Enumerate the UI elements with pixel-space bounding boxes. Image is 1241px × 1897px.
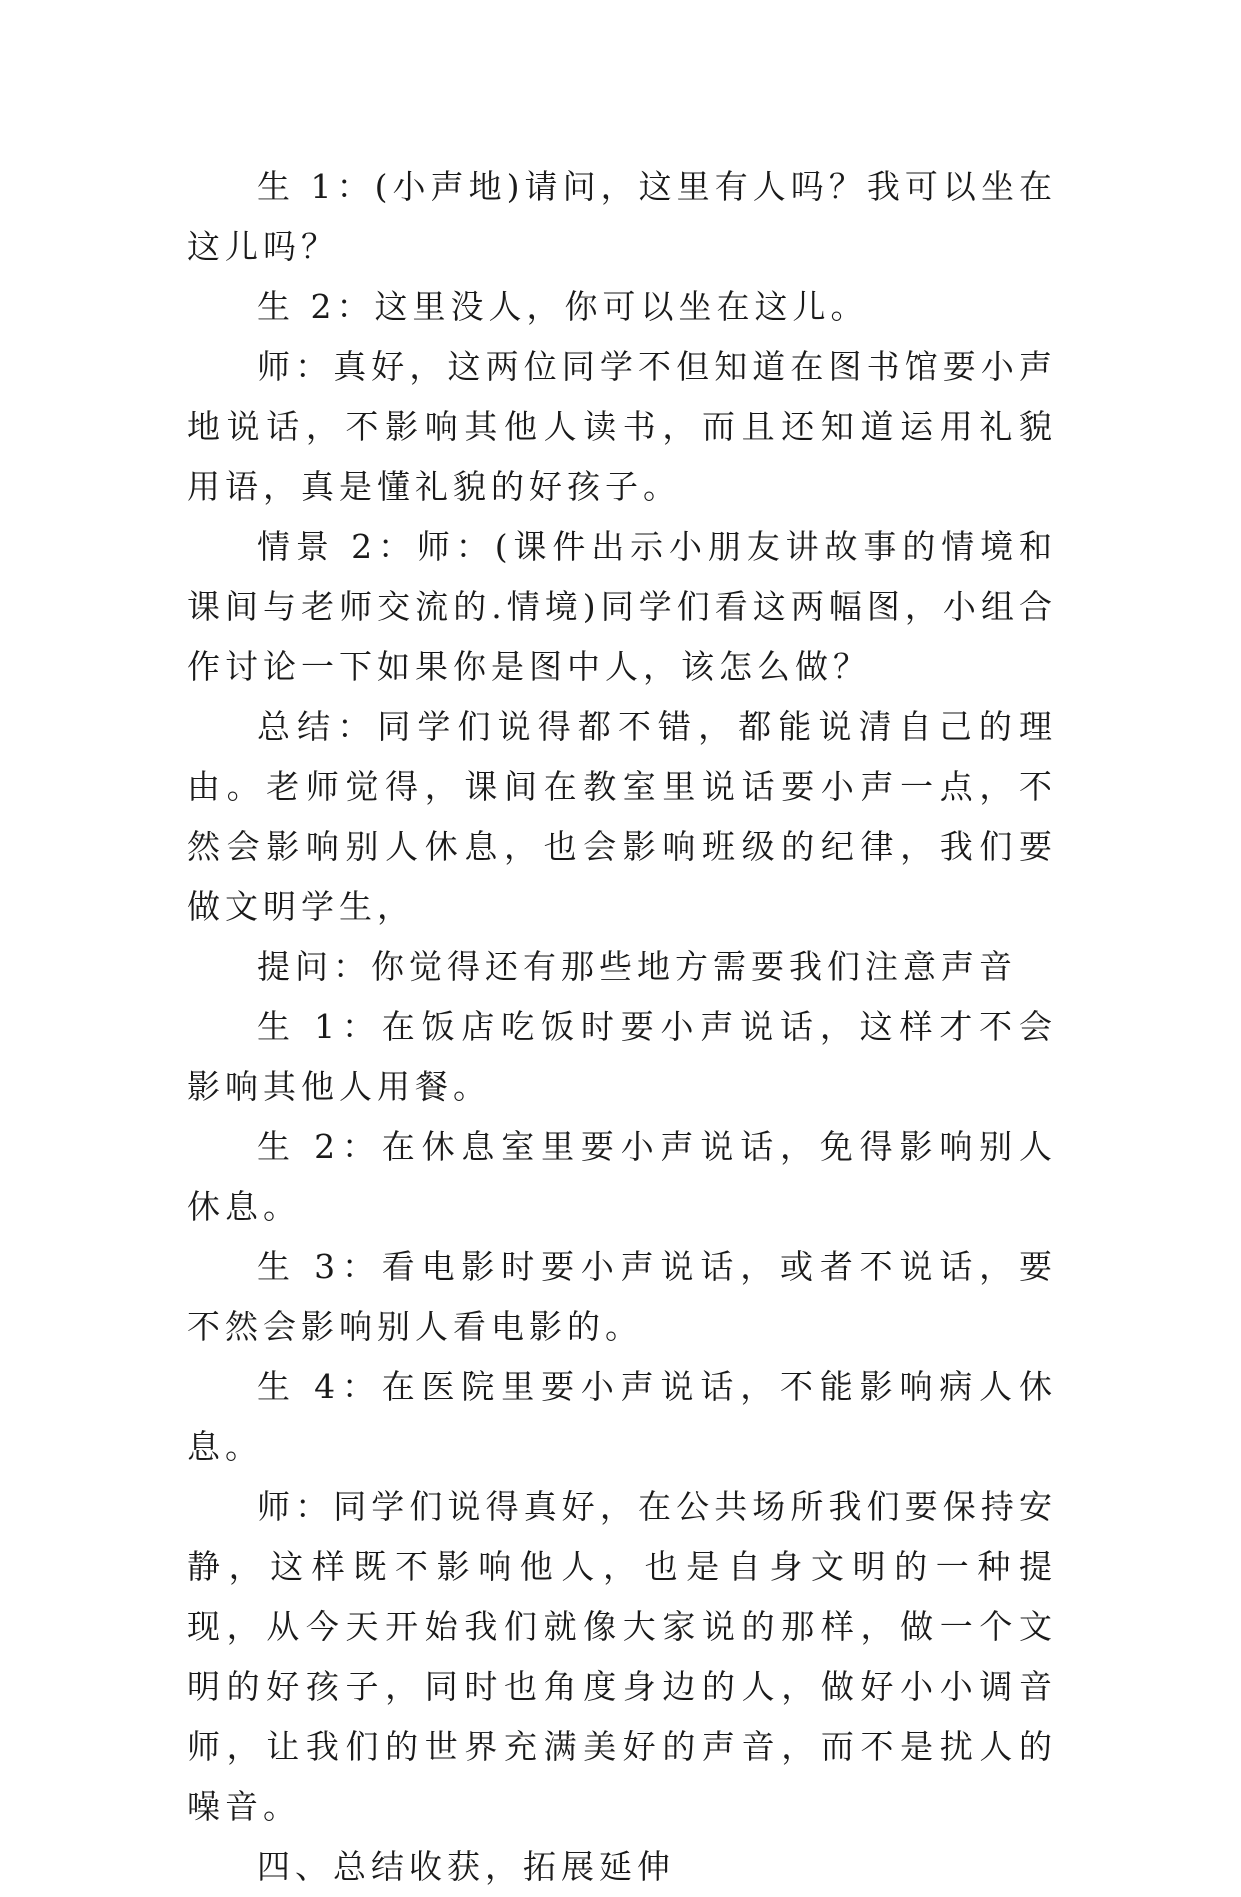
paragraph-question: 提问：你觉得还有那些地方需要我们注意声音 xyxy=(257,947,1017,986)
section-heading-4: 四、总结收获，拓展延伸 xyxy=(257,1847,675,1886)
paragraph-scenario-2: 情景 2：师：(课件出示小朋友讲故事的情境和课间与老师交流的.情境)同学们看这两幅图，小组合作讨论一下如果你是图中人，该怎么做？ xyxy=(187,527,1057,686)
paragraph-student-1-restaurant: 生 1：在饭店吃饭时要小声说话，这样才不会影响其他人用餐。 xyxy=(187,1007,1057,1106)
document-body xyxy=(187,157,1057,1897)
paragraph-summary: 总结：同学们说得都不错，都能说清自己的理由。老师觉得，课间在教室里说话要小声一点，不然会影响别人休息，也会影响班级的纪律，我们要做文明学生， xyxy=(187,707,1057,926)
paragraph-student-2-lounge: 生 2：在休息室里要小声说话，免得影响别人休息。 xyxy=(187,1127,1057,1226)
paragraph-student-4-hospital: 生 4：在医院里要小声说话，不能影响病人休息。 xyxy=(187,1367,1057,1466)
paragraph-student-3-cinema: 生 3：看电影时要小声说话，或者不说话，要不然会影响别人看电影的。 xyxy=(187,1247,1057,1346)
paragraph-teacher-conclusion: 师：同学们说得真好，在公共场所我们要保持安静，这样既不影响他人，也是自身文明的一种提现，从今天开始我们就像大家说的那样，做一个文明的好孩子，同时也角度身边的人，做好小小调音师，让我们的世界充满美好的声音，而不是扰人的噪音。 xyxy=(187,1487,1057,1826)
paragraph-teacher-praise: 师：真好，这两位同学不但知道在图书馆要小声地说话，不影响其他人读书，而且还知道运用礼貌用语，真是懂礼貌的好孩子。 xyxy=(187,347,1057,506)
paragraph-student-1-question: 生 1：(小声地)请问，这里有人吗？我可以坐在这儿吗？ xyxy=(187,167,1057,266)
paragraph-student-2-answer: 生 2：这里没人，你可以坐在这儿。 xyxy=(257,287,869,326)
